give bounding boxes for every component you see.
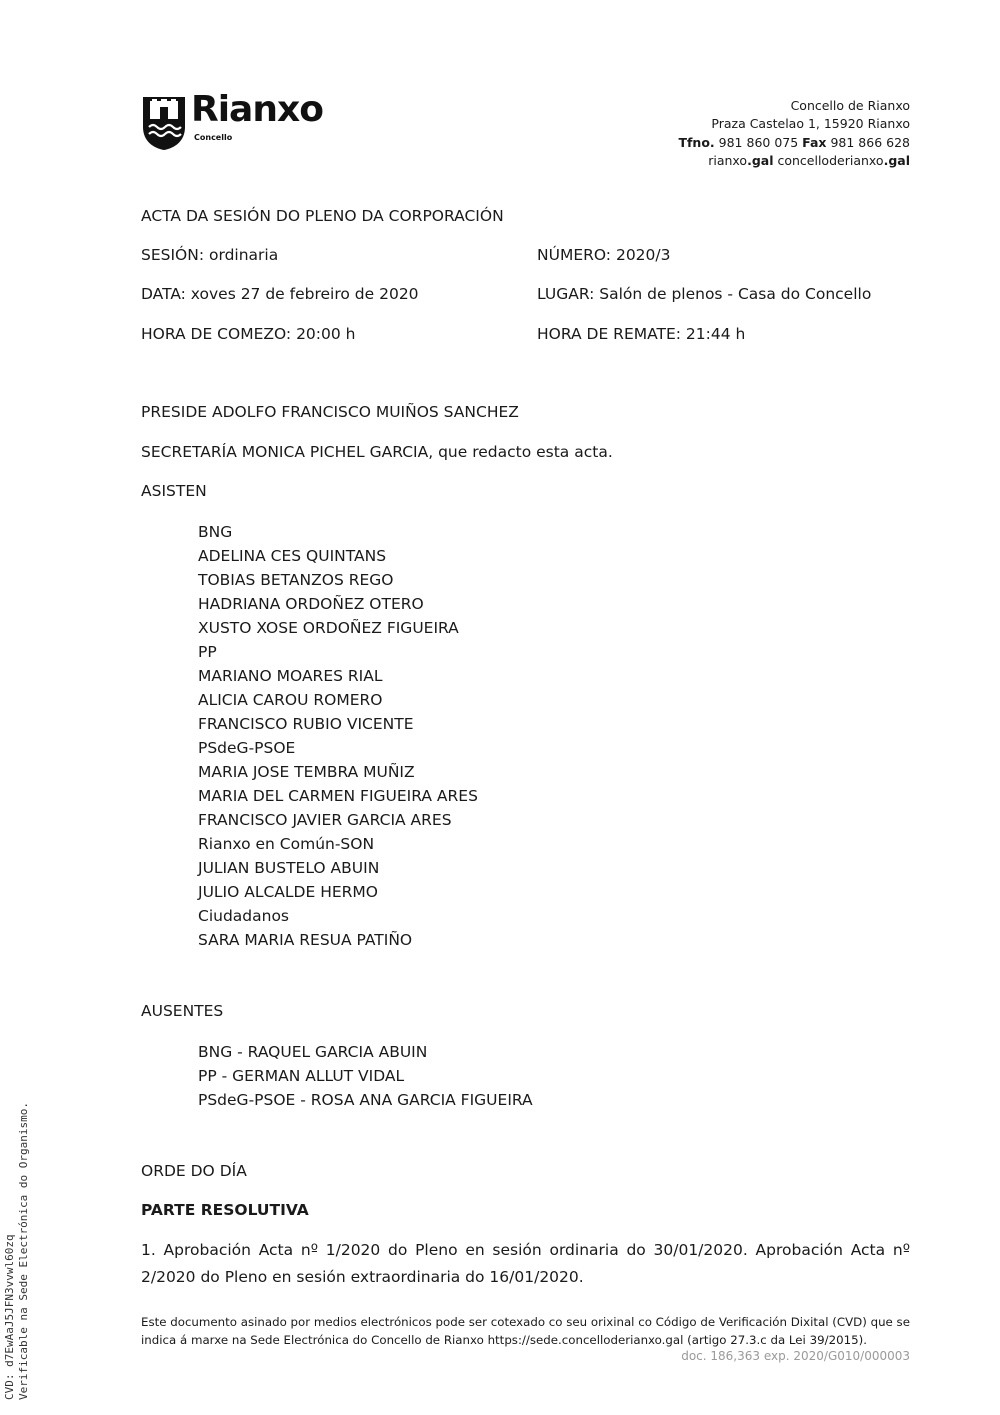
acta-title: ACTA DA SESIÓN DO PLENO DA CORPORACIÓN: [141, 207, 504, 225]
list-item: MARIA DEL CARMEN FIGUEIRA ARES: [198, 787, 478, 805]
list-item: BNG: [198, 523, 233, 541]
hora-remate-field: HORA DE REMATE: 21:44 h: [537, 325, 746, 343]
verificable-text: Verificable na Sede Electrónica do Organismo.: [17, 1101, 30, 1400]
web-link-rianxo[interactable]: rianxo.gal: [708, 152, 774, 168]
list-item: JULIO ALCALDE HERMO: [198, 883, 378, 901]
ausentes-list: [198, 1040, 533, 1112]
tfno-label: Tfno.: [678, 134, 715, 150]
fax-label: Fax: [802, 134, 827, 150]
agenda-item-1: 1. Aprobación Acta nº 1/2020 do Pleno en sesión ordinaria do 30/01/2020. Aprobación Acta nº 2/2020 do Pleno en sesión extraordinaria do 16/01/2020.: [141, 1241, 910, 1286]
list-item: Ciudadanos: [198, 907, 290, 925]
list-item: PP - GERMAN ALLUT VIDAL: [198, 1067, 405, 1085]
preside-line: PRESIDE ADOLFO FRANCISCO MUIÑOS SANCHEZ: [141, 403, 519, 421]
contact-phones: [678, 134, 910, 152]
rianxo-shield-icon: [141, 95, 187, 151]
contact-block: [678, 97, 910, 170]
list-item: FRANCISCO JAVIER GARCIA ARES: [198, 811, 452, 829]
document-reference: doc. 186,363 exp. 2020/G010/000003: [681, 1349, 910, 1363]
list-item: MARIANO MOARES RIAL: [198, 667, 383, 685]
contact-org: Concello de Rianxo: [790, 98, 910, 113]
logo-name: Rianxo: [191, 89, 323, 130]
list-item: MARIA JOSE TEMBRA MUÑIZ: [198, 763, 415, 781]
list-item: BNG - RAQUEL GARCIA ABUIN: [198, 1043, 428, 1061]
web-link-concello[interactable]: concello​derianxo.gal: [777, 152, 910, 168]
cvd-margin-text: [3, 1102, 31, 1400]
contact-web: [678, 152, 910, 170]
logo-subtitle: Concello: [194, 133, 233, 142]
numero-field: NÚMERO: 2020/3: [537, 246, 671, 264]
list-item: XUSTO XOSE ORDOÑEZ FIGUEIRA: [198, 619, 459, 637]
concello-logo: [141, 89, 346, 153]
data-field: DATA: xoves 27 de febreiro de 2020: [141, 285, 419, 303]
list-item: PSdeG-PSOE: [198, 739, 296, 757]
list-item: FRANCISCO RUBIO VICENTE: [198, 715, 414, 733]
asisten-list: [198, 520, 478, 952]
tfno-value: 981 860 075: [718, 134, 799, 150]
list-item: SARA MARIA RESUA PATIÑO: [198, 931, 413, 949]
secretaria-line: SECRETARÍA MONICA PICHEL GARCIA, que redacto esta acta.: [141, 443, 613, 461]
list-item: ADELINA CES QUINTANS: [198, 547, 387, 565]
list-item: PSdeG-PSOE - ROSA ANA GARCIA FIGUEIRA: [198, 1091, 533, 1109]
list-item: ALICIA CAROU ROMERO: [198, 691, 383, 709]
list-item: TOBIAS BETANZOS REGO: [198, 571, 394, 589]
cvd-code: CVD: d7EwAaJ5JFN3vvwl60zq: [3, 1234, 16, 1400]
verification-note: Este documento asinado por medios electrónicos pode ser cotexado co seu orixinal co Código de Verificación Dixital (CVD) que se indica á marxe na Sede Electrónica do Concello de Rianxo https://sede.concelloderianxo.gal (artigo 27.3.c da Lei 39/2015).: [141, 1315, 910, 1347]
hora-comezo-field: HORA DE COMEZO: 20:00 h: [141, 325, 356, 343]
orde-heading: ORDE DO DÍA: [141, 1162, 247, 1180]
contact-address: Praza Castelao 1, 15920 Rianxo: [711, 116, 910, 132]
asisten-heading: ASISTEN: [141, 482, 207, 500]
list-item: HADRIANA ORDOÑEZ OTERO: [198, 595, 424, 613]
list-item: Rianxo en Común-SON: [198, 835, 375, 853]
list-item: PP: [198, 643, 217, 661]
list-item: JULIAN BUSTELO ABUIN: [198, 859, 380, 877]
sesion-field: SESIÓN: ordinaria: [141, 246, 279, 264]
lugar-field: LUGAR: Salón de plenos - Casa do Concello: [537, 285, 872, 303]
fax-value: 981 866 628: [830, 134, 910, 150]
ausentes-heading: AUSENTES: [141, 1002, 224, 1020]
parte-resolutiva-heading: PARTE RESOLUTIVA: [141, 1201, 309, 1219]
